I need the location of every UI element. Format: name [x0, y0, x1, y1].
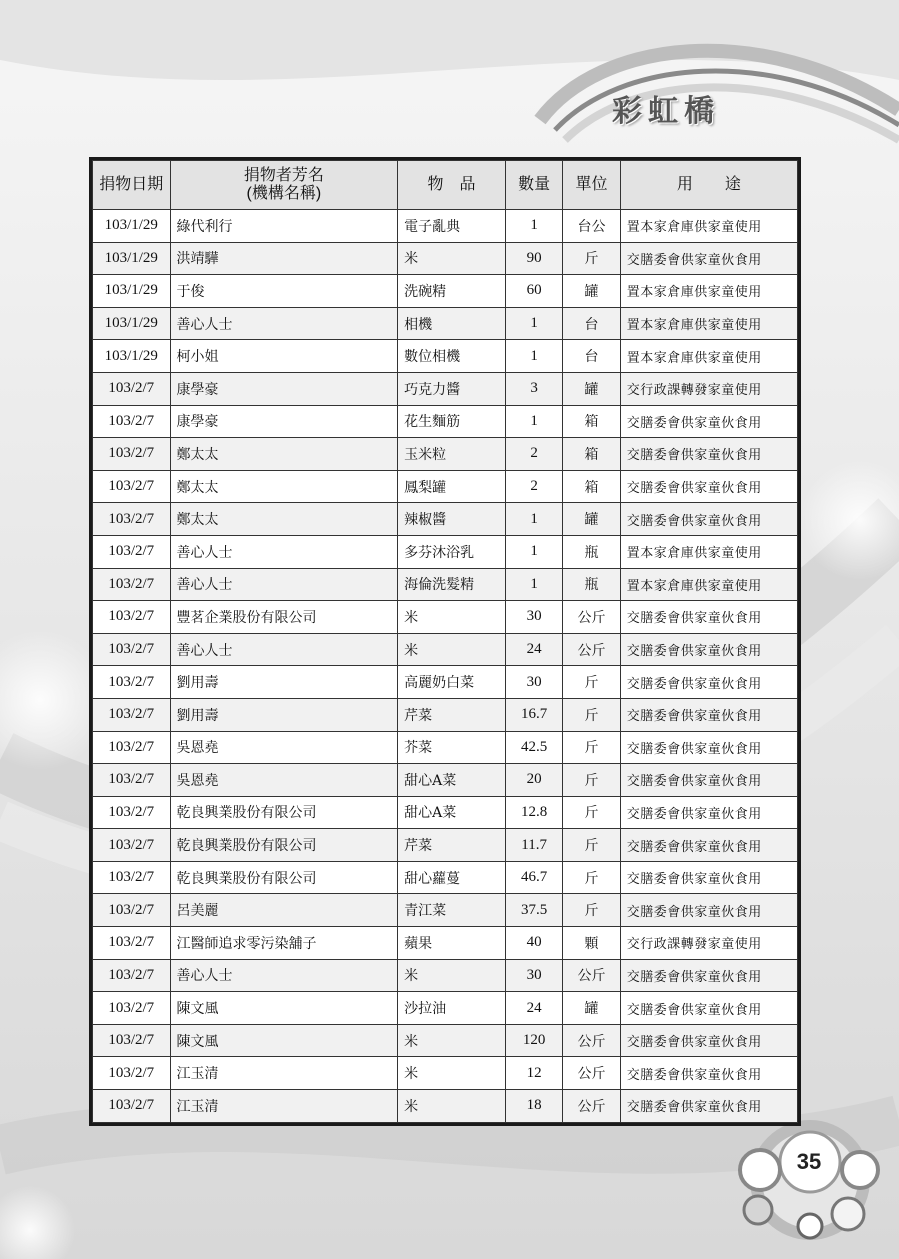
cell-date: 103/2/7 — [93, 503, 171, 536]
cell-qty: 12 — [505, 1057, 562, 1090]
cell-qty: 30 — [505, 601, 562, 634]
cell-unit: 公斤 — [563, 959, 620, 992]
cell-item: 花生麵筋 — [398, 405, 506, 438]
table-row — [93, 829, 798, 862]
cell-item: 海倫洗髮精 — [398, 568, 506, 601]
cell-date: 103/1/29 — [93, 275, 171, 308]
cell-donor: 柯小姐 — [170, 340, 398, 373]
cell-unit: 斤 — [563, 894, 620, 927]
cell-qty: 3 — [505, 372, 562, 405]
cell-qty: 40 — [505, 927, 562, 960]
cell-qty: 46.7 — [505, 861, 562, 894]
cell-qty: 42.5 — [505, 731, 562, 764]
cell-use: 置本家倉庫供家童使用 — [620, 340, 797, 373]
cell-unit: 斤 — [563, 861, 620, 894]
cell-item: 米 — [398, 1090, 506, 1123]
table-row — [93, 568, 798, 601]
cell-donor: 江玉清 — [170, 1090, 398, 1123]
header-item: 物 品 — [398, 161, 506, 210]
cell-use: 置本家倉庫供家童使用 — [620, 568, 797, 601]
cell-item: 鳳梨罐 — [398, 470, 506, 503]
table-row — [93, 927, 798, 960]
cell-use: 交膳委會供家童伙食用 — [620, 601, 797, 634]
table-header-row — [93, 161, 798, 210]
cell-unit: 公斤 — [563, 1057, 620, 1090]
cell-donor: 善心人士 — [170, 307, 398, 340]
cell-qty: 24 — [505, 633, 562, 666]
cell-qty: 60 — [505, 275, 562, 308]
cell-use: 交膳委會供家童伙食用 — [620, 796, 797, 829]
table-row — [93, 372, 798, 405]
cell-unit: 台 — [563, 340, 620, 373]
table-row — [93, 731, 798, 764]
cell-date: 103/2/7 — [93, 633, 171, 666]
cell-use: 交膳委會供家童伙食用 — [620, 1057, 797, 1090]
cell-qty: 37.5 — [505, 894, 562, 927]
cell-qty: 18 — [505, 1090, 562, 1123]
table-row — [93, 340, 798, 373]
cell-item: 芹菜 — [398, 698, 506, 731]
page-number: 35 — [796, 1149, 822, 1174]
cell-unit: 罐 — [563, 275, 620, 308]
cell-date: 103/1/29 — [93, 242, 171, 275]
cell-donor: 吳恩堯 — [170, 731, 398, 764]
cell-date: 103/2/7 — [93, 666, 171, 699]
cell-unit: 箱 — [563, 470, 620, 503]
cell-item: 玉米粒 — [398, 438, 506, 471]
table-row — [93, 307, 798, 340]
cell-use: 交膳委會供家童伙食用 — [620, 992, 797, 1025]
cell-date: 103/2/7 — [93, 405, 171, 438]
cell-use: 交膳委會供家童伙食用 — [620, 1090, 797, 1123]
cell-item: 米 — [398, 633, 506, 666]
header-unit: 單位 — [563, 161, 620, 210]
cell-item: 多芬沐浴乳 — [398, 535, 506, 568]
cell-item: 巧克力醬 — [398, 372, 506, 405]
cell-unit: 公斤 — [563, 1090, 620, 1123]
cell-item: 米 — [398, 601, 506, 634]
cell-date: 103/2/7 — [93, 438, 171, 471]
header-date: 捐物日期 — [93, 161, 171, 210]
cell-date: 103/2/7 — [93, 535, 171, 568]
cell-donor: 豐茗企業股份有限公司 — [170, 601, 398, 634]
cell-unit: 斤 — [563, 242, 620, 275]
cell-date: 103/2/7 — [93, 1024, 171, 1057]
cell-item: 米 — [398, 959, 506, 992]
table-row — [93, 698, 798, 731]
table-row — [93, 1090, 798, 1123]
cell-donor: 劉用壽 — [170, 698, 398, 731]
cell-unit: 斤 — [563, 829, 620, 862]
cell-donor: 吳恩堯 — [170, 764, 398, 797]
cell-use: 置本家倉庫供家童使用 — [620, 210, 797, 243]
cell-date: 103/2/7 — [93, 1090, 171, 1123]
cell-qty: 30 — [505, 666, 562, 699]
cell-use: 交膳委會供家童伙食用 — [620, 503, 797, 536]
cell-donor: 劉用壽 — [170, 666, 398, 699]
cell-qty: 90 — [505, 242, 562, 275]
cell-donor: 江醫師追求零污染舖子 — [170, 927, 398, 960]
cell-use: 交行政課轉發家童使用 — [620, 927, 797, 960]
cell-item: 芥菜 — [398, 731, 506, 764]
cell-qty: 1 — [505, 210, 562, 243]
table-row — [93, 666, 798, 699]
cell-date: 103/2/7 — [93, 992, 171, 1025]
cell-donor: 呂美麗 — [170, 894, 398, 927]
cell-donor: 乾良興業股份有限公司 — [170, 796, 398, 829]
table-row — [93, 764, 798, 797]
cell-item: 數位相機 — [398, 340, 506, 373]
cell-item: 甜心A菜 — [398, 764, 506, 797]
table-row — [93, 796, 798, 829]
table-row — [93, 210, 798, 243]
table-row — [93, 275, 798, 308]
cell-qty: 12.8 — [505, 796, 562, 829]
cell-date: 103/1/29 — [93, 340, 171, 373]
table-row — [93, 438, 798, 471]
cell-donor: 于俊 — [170, 275, 398, 308]
cell-use: 置本家倉庫供家童使用 — [620, 275, 797, 308]
cell-qty: 20 — [505, 764, 562, 797]
cell-use: 交膳委會供家童伙食用 — [620, 666, 797, 699]
table-row — [93, 1057, 798, 1090]
cell-item: 米 — [398, 1057, 506, 1090]
cell-qty: 120 — [505, 1024, 562, 1057]
cell-donor: 康學豪 — [170, 405, 398, 438]
cell-unit: 罐 — [563, 372, 620, 405]
donation-table — [89, 157, 801, 1126]
table-row — [93, 861, 798, 894]
cell-donor: 善心人士 — [170, 633, 398, 666]
page-title: 彩虹橋 — [612, 94, 720, 129]
cell-donor: 鄭太太 — [170, 438, 398, 471]
cell-donor: 善心人士 — [170, 959, 398, 992]
cell-qty: 24 — [505, 992, 562, 1025]
table-row — [93, 242, 798, 275]
cell-use: 交膳委會供家童伙食用 — [620, 894, 797, 927]
cell-use: 交膳委會供家童伙食用 — [620, 438, 797, 471]
cell-donor: 鄭太太 — [170, 503, 398, 536]
cell-donor: 乾良興業股份有限公司 — [170, 861, 398, 894]
cell-use: 交膳委會供家童伙食用 — [620, 405, 797, 438]
cell-item: 電子亂典 — [398, 210, 506, 243]
cell-use: 交膳委會供家童伙食用 — [620, 1024, 797, 1057]
cell-date: 103/2/7 — [93, 829, 171, 862]
cell-qty: 16.7 — [505, 698, 562, 731]
cell-donor: 鄭太太 — [170, 470, 398, 503]
cell-unit: 公斤 — [563, 633, 620, 666]
header-qty: 數量 — [505, 161, 562, 210]
cell-item: 洗碗精 — [398, 275, 506, 308]
header-donor-line1: 捐物者芳名 — [243, 167, 324, 184]
cell-use: 交膳委會供家童伙食用 — [620, 242, 797, 275]
cell-qty: 11.7 — [505, 829, 562, 862]
table-row — [93, 992, 798, 1025]
cell-item: 米 — [398, 1024, 506, 1057]
cell-use: 置本家倉庫供家童使用 — [620, 535, 797, 568]
cell-donor: 乾良興業股份有限公司 — [170, 829, 398, 862]
cell-qty: 1 — [505, 535, 562, 568]
cell-unit: 斤 — [563, 731, 620, 764]
cell-qty: 1 — [505, 340, 562, 373]
cell-item: 蘋果 — [398, 927, 506, 960]
cell-donor: 陳文風 — [170, 992, 398, 1025]
cell-use: 置本家倉庫供家童使用 — [620, 307, 797, 340]
cell-date: 103/2/7 — [93, 894, 171, 927]
table-body — [93, 210, 798, 1123]
table-row — [93, 1024, 798, 1057]
table-row — [93, 959, 798, 992]
cell-date: 103/2/7 — [93, 959, 171, 992]
cell-date: 103/2/7 — [93, 372, 171, 405]
cell-qty: 1 — [505, 503, 562, 536]
cell-donor: 江玉清 — [170, 1057, 398, 1090]
cell-item: 高麗奶白菜 — [398, 666, 506, 699]
cell-donor: 康學豪 — [170, 372, 398, 405]
cell-item: 甜心A菜 — [398, 796, 506, 829]
cell-unit: 罐 — [563, 992, 620, 1025]
table-row — [93, 633, 798, 666]
cell-use: 交膳委會供家童伙食用 — [620, 959, 797, 992]
cell-date: 103/2/7 — [93, 731, 171, 764]
cell-date: 103/2/7 — [93, 927, 171, 960]
cell-unit: 公斤 — [563, 601, 620, 634]
cell-unit: 公斤 — [563, 1024, 620, 1057]
cell-date: 103/2/7 — [93, 796, 171, 829]
cell-use: 交膳委會供家童伙食用 — [620, 829, 797, 862]
table-row — [93, 405, 798, 438]
cell-qty: 1 — [505, 307, 562, 340]
cell-unit: 台公 — [563, 210, 620, 243]
cell-qty: 2 — [505, 438, 562, 471]
cell-unit: 罐 — [563, 503, 620, 536]
cell-unit: 斤 — [563, 764, 620, 797]
table-row — [93, 470, 798, 503]
cell-date: 103/1/29 — [93, 307, 171, 340]
cell-item: 辣椒醬 — [398, 503, 506, 536]
cell-qty: 1 — [505, 568, 562, 601]
cell-use: 交行政課轉發家童使用 — [620, 372, 797, 405]
cell-item: 米 — [398, 242, 506, 275]
cell-date: 103/2/7 — [93, 698, 171, 731]
cell-use: 交膳委會供家童伙食用 — [620, 861, 797, 894]
cell-item: 甜心蘿蔓 — [398, 861, 506, 894]
cell-qty: 30 — [505, 959, 562, 992]
table-row — [93, 894, 798, 927]
header-donor — [170, 161, 398, 210]
cell-donor: 善心人士 — [170, 568, 398, 601]
cell-use: 交膳委會供家童伙食用 — [620, 633, 797, 666]
cell-unit: 瓶 — [563, 535, 620, 568]
cell-date: 103/2/7 — [93, 764, 171, 797]
cell-date: 103/2/7 — [93, 601, 171, 634]
cell-unit: 箱 — [563, 438, 620, 471]
cell-unit: 斤 — [563, 698, 620, 731]
cell-date: 103/2/7 — [93, 861, 171, 894]
cell-use: 交膳委會供家童伙食用 — [620, 731, 797, 764]
cell-item: 沙拉油 — [398, 992, 506, 1025]
cell-unit: 斤 — [563, 666, 620, 699]
cell-use: 交膳委會供家童伙食用 — [620, 764, 797, 797]
cell-donor: 綠代利行 — [170, 210, 398, 243]
table-row — [93, 601, 798, 634]
cell-use: 交膳委會供家童伙食用 — [620, 470, 797, 503]
cell-unit: 箱 — [563, 405, 620, 438]
header-donor-line2: (機構名稱) — [246, 185, 322, 202]
cell-date: 103/2/7 — [93, 568, 171, 601]
cell-qty: 2 — [505, 470, 562, 503]
cell-unit: 顆 — [563, 927, 620, 960]
table-row — [93, 503, 798, 536]
cell-unit: 斤 — [563, 796, 620, 829]
cell-date: 103/2/7 — [93, 470, 171, 503]
table-row — [93, 535, 798, 568]
cell-unit: 台 — [563, 307, 620, 340]
cell-date: 103/2/7 — [93, 1057, 171, 1090]
cell-donor: 善心人士 — [170, 535, 398, 568]
cell-date: 103/1/29 — [93, 210, 171, 243]
cell-qty: 1 — [505, 405, 562, 438]
cell-donor: 陳文風 — [170, 1024, 398, 1057]
cell-item: 芹菜 — [398, 829, 506, 862]
cell-item: 相機 — [398, 307, 506, 340]
header-use: 用 途 — [620, 161, 797, 210]
cell-unit: 瓶 — [563, 568, 620, 601]
cell-item: 青江菜 — [398, 894, 506, 927]
cell-donor: 洪靖驊 — [170, 242, 398, 275]
cell-use: 交膳委會供家童伙食用 — [620, 698, 797, 731]
